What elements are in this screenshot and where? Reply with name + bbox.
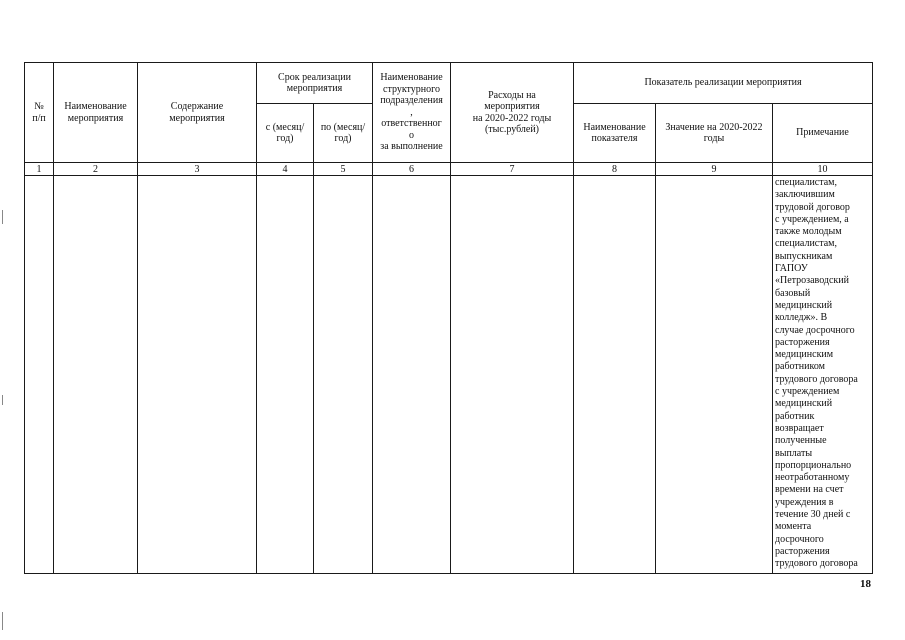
- header-col-note: Примечание: [796, 127, 849, 139]
- header-col-expenses: Расходы на мероприятия на 2020-2022 годы (тыс.рублей): [472, 89, 552, 135]
- column-number: 6: [409, 163, 414, 175]
- header-col-indicator-name: Наименование показателя: [583, 121, 646, 144]
- header-col-event-name: Наименование мероприятия: [64, 101, 127, 124]
- page-number: 18: [860, 578, 871, 590]
- header-col-department: Наименование структурного подразделения , ответственног о за выполнение: [380, 72, 443, 153]
- column-number: 10: [817, 163, 828, 175]
- column-number: 1: [36, 163, 42, 175]
- header-group-term: Срок реализации мероприятия: [278, 71, 351, 94]
- header-group-indicator: Показатель реализации мероприятия: [644, 77, 802, 89]
- column-number: 4: [282, 163, 288, 175]
- column-number: 7: [509, 163, 515, 175]
- column-number: 3: [194, 163, 200, 175]
- note-cell-text: специалистам, заключившим трудовой договор с учреждением, а также молодым специалистам, выпускникам ГАПОУ «Петрозаводский базовый медицинский колледж». В случае досрочного расторжения медицинским работником трудового договора с учреждением медицинский работник возвращает полученные выплаты пропорционально неотработанному времени на счет учреждения в течение 30 дней с момента досрочного расторжения трудового договора: [775, 177, 858, 570]
- column-number: 9: [711, 163, 717, 175]
- header-col-indicator-value: Значение на 2020-2022 годы: [665, 121, 763, 144]
- header-col-number: № п/п: [32, 101, 46, 124]
- column-number: 5: [340, 163, 346, 175]
- scan-mark: [2, 612, 3, 630]
- column-number: 2: [93, 163, 98, 175]
- column-number: 8: [612, 163, 617, 175]
- header-col-from: с (месяц/ год): [265, 121, 305, 144]
- scan-mark: [2, 395, 3, 405]
- header-col-event-content: Содержание мероприятия: [169, 101, 225, 124]
- header-col-to: по (месяц/ год): [320, 121, 366, 144]
- scan-mark: [2, 210, 3, 224]
